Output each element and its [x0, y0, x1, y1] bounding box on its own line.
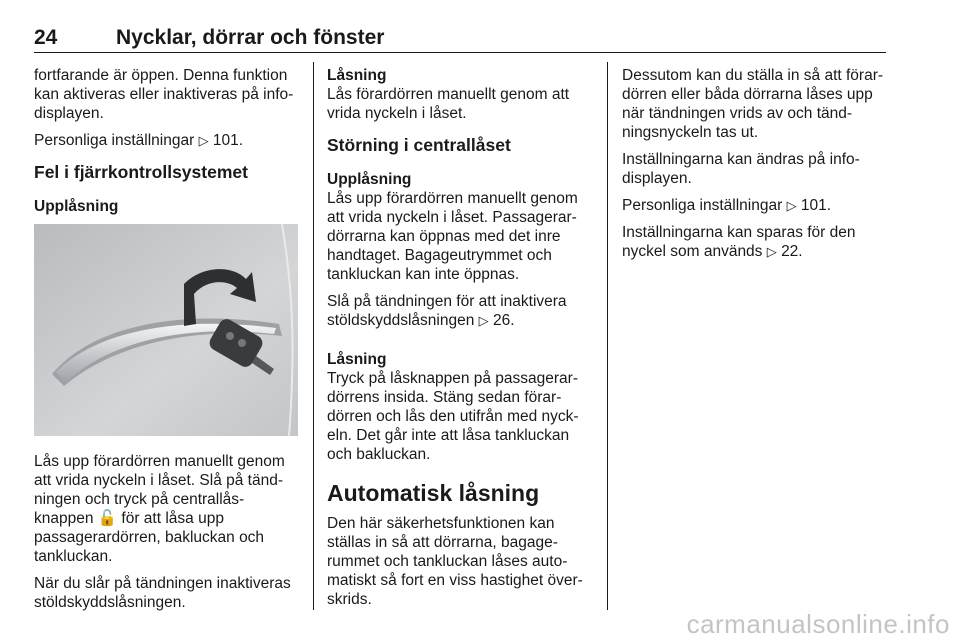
paragraph: Tryck på låsknappen på passagerar-dörrens insida. Stäng sedan förar-dörren och lås den utifrån med nyck-eln. Det går inte att låsa tankluckan och bakluckan.	[327, 370, 579, 463]
page-reference[interactable]: 26.	[492, 312, 515, 329]
page-reference[interactable]: 101.	[212, 132, 244, 149]
paragraph: Den här säkerhetsfunktionen kan ställas in så att dörrarna, bagage-rummet och tankluckan låses auto-matiskt så fort en viss hastighet över-skrids.	[327, 515, 583, 608]
subheading: Låsning	[327, 67, 387, 84]
main-heading: Automatisk låsning	[327, 480, 540, 506]
column-1	[34, 66, 302, 620]
reference-arrow-icon: ▷	[786, 198, 797, 213]
page-reference[interactable]: 101.	[800, 197, 832, 214]
paragraph: Personliga inställningar ▷ 101.	[34, 132, 244, 149]
paragraph: Dessutom kan du ställa in så att förar-dörren eller båda dörrarna låses upp när tändningen vrids av och tänd-ningsnyckeln tas ut.	[622, 67, 884, 141]
subheading: Upplåsning	[34, 198, 119, 215]
page-header	[34, 26, 886, 53]
column-2	[327, 66, 593, 617]
reference-arrow-icon: ▷	[766, 244, 777, 259]
door-handle-key-illustration	[34, 224, 298, 436]
watermark: carmanualsonline.info	[686, 609, 950, 639]
page-number: 24	[34, 26, 58, 49]
column-divider	[607, 62, 608, 610]
paragraph: Inställningarna kan ändras på info-displayen.	[622, 151, 860, 187]
subheading: Upplåsning	[327, 171, 412, 188]
reference-arrow-icon: ▷	[198, 133, 209, 148]
paragraph: fortfarande är öppen. Denna funktion kan aktiveras eller inaktiveras på info-displayen.	[34, 67, 294, 122]
subheading: Låsning	[327, 351, 387, 368]
paragraph: Inställningarna kan sparas för den nyckel som används ▷ 22.	[622, 224, 856, 260]
paragraph: Lås förardörren manuellt genom att vrida nyckeln i låset.	[327, 86, 570, 122]
column-3	[622, 66, 890, 269]
paragraph: När du slår på tändningen inaktiveras stöldskyddslåsningen.	[34, 575, 291, 611]
column-divider	[313, 62, 314, 610]
paragraph: Lås upp förardörren manuellt genom att vrida nyckeln i låset. Slå på tänd-ningen och tryck på centrallås-knappen 🔓 för att låsa upp passagerardörren, bakluckan och tankluckan.	[34, 453, 285, 565]
section-heading: Störning i centrallåset	[327, 135, 511, 155]
paragraph: Slå på tändningen för att inaktivera stöldskyddslåsningen ▷ 26.	[327, 293, 567, 329]
central-lock-icon: 🔓	[97, 510, 118, 527]
paragraph: Personliga inställningar ▷ 101.	[622, 197, 832, 214]
section-heading: Fel i fjärrkontrollsystemet	[34, 162, 248, 182]
reference-arrow-icon: ▷	[478, 313, 489, 328]
page-reference[interactable]: 22.	[781, 243, 803, 260]
chapter-title: Nycklar, dörrar och fönster	[116, 26, 385, 49]
paragraph: Lås upp förardörren manuellt genom att vrida nyckeln i låset. Passagerar-dörrarna kan öppnas med det inre handtaget. Bagageutrymmet och tankluckan kan inte öppnas.	[327, 190, 578, 283]
